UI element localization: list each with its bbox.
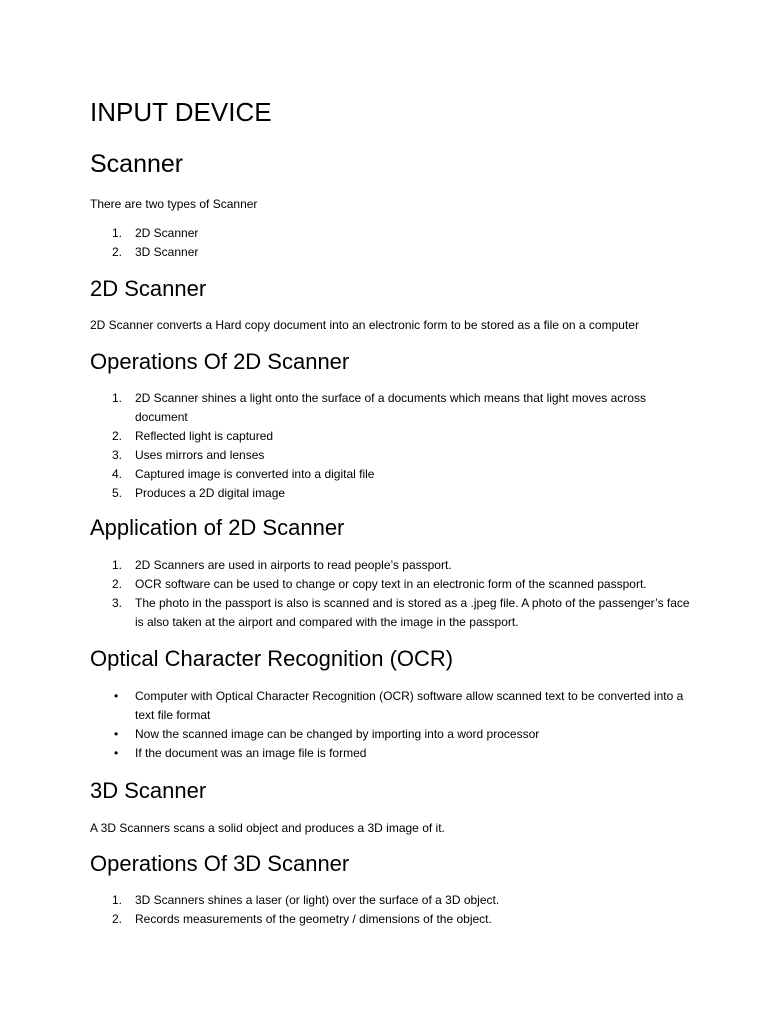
ocr-heading: Optical Character Recognition (OCR) <box>90 646 454 671</box>
list-item: 2. Reflected light is captured <box>112 429 274 443</box>
list-item: 1. 2D Scanners are used in airports to read people’s passport. <box>112 558 452 572</box>
list-item: 1. 2D Scanner shines a light onto the surface of a documents which means that light moves across document <box>112 391 646 424</box>
list-item: 2. 3D Scanner <box>112 245 199 259</box>
operations-2d-list <box>90 389 690 503</box>
list-item: 1. 3D Scanners shines a laser (or light) over the surface of a 3D object. <box>112 893 500 907</box>
scanner-3d-heading: 3D Scanner <box>90 778 207 803</box>
list-item: 3. The photo in the passport is also is scanned and is stored as a .jpeg file. A photo of the passenger’s face is also taken at the airport and compared with the image in the passport. <box>112 596 690 629</box>
list-item: 4. Captured image is converted into a digital file <box>112 467 375 481</box>
scanner-2d-description: 2D Scanner converts a Hard copy document into an electronic form to be stored as a file on a computer <box>90 318 639 332</box>
scanner-types-list <box>90 224 690 262</box>
list-item: 5. Produces a 2D digital image <box>112 486 286 500</box>
operations-2d-heading: Operations Of 2D Scanner <box>90 349 350 374</box>
ocr-list <box>90 687 690 763</box>
list-item: 2. OCR software can be used to change or copy text in an electronic form of the scanned passport. <box>112 577 647 591</box>
list-item: 3. Uses mirrors and lenses <box>112 448 265 462</box>
list-item: • If the document was an image file is formed <box>114 746 367 760</box>
application-2d-list <box>90 556 690 632</box>
list-item: • Now the scanned image can be changed by importing into a word processor <box>114 727 540 741</box>
list-item: 2. Records measurements of the geometry / dimensions of the object. <box>112 912 492 926</box>
list-item: • Computer with Optical Character Recognition (OCR) software allow scanned text to be converted into a text file format <box>114 689 684 722</box>
scanner-intro: There are two types of Scanner <box>90 197 258 211</box>
scanner-heading: Scanner <box>90 150 184 178</box>
operations-3d-list <box>90 891 690 929</box>
list-item: 1. 2D Scanner <box>112 226 199 240</box>
scanner-2d-heading: 2D Scanner <box>90 276 207 301</box>
operations-3d-heading: Operations Of 3D Scanner <box>90 851 350 876</box>
document-title: INPUT DEVICE <box>90 97 272 127</box>
scanner-3d-description: A 3D Scanners scans a solid object and produces a 3D image of it. <box>90 821 445 835</box>
application-2d-heading: Application of 2D Scanner <box>90 515 345 540</box>
